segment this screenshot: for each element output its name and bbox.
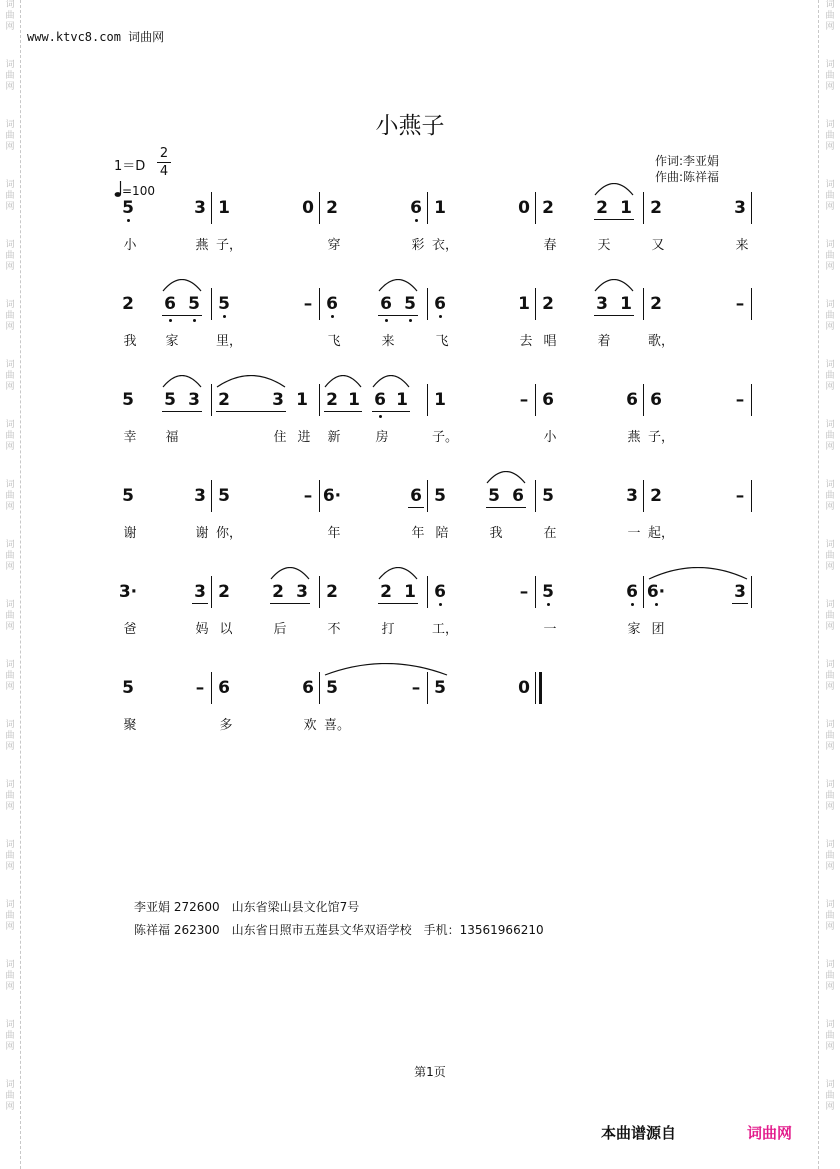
watermark-text: 词 曲 网: [5, 900, 15, 932]
note: 1: [434, 390, 446, 410]
slur: [162, 375, 202, 388]
lyric: 子。: [432, 430, 459, 445]
note: 3·: [118, 582, 138, 602]
lyric: 小: [543, 430, 557, 445]
lyric: 天: [597, 238, 611, 253]
barline: [211, 288, 212, 320]
time-signature-denominator: 4: [159, 164, 169, 179]
lyric: 我: [123, 334, 137, 349]
note: 2: [542, 294, 554, 314]
slur: [324, 375, 362, 388]
barline: [751, 384, 752, 416]
octave-dot-low: [439, 603, 442, 606]
note: 2: [650, 294, 662, 314]
watermark-text: 词 曲 网: [825, 660, 835, 692]
watermark-text: 词 曲 网: [825, 360, 835, 392]
eighth-underline: [216, 411, 286, 412]
note: 6: [434, 294, 446, 314]
barline: [427, 288, 428, 320]
octave-dot-low: [409, 319, 412, 322]
octave-dot-low: [379, 415, 382, 418]
slur: [270, 567, 310, 580]
barline: [643, 384, 644, 416]
barline: [751, 288, 752, 320]
tie: [324, 663, 448, 676]
lyric: 唱: [543, 334, 557, 349]
watermark-text: 词 曲 网: [5, 1020, 15, 1052]
note: 3: [626, 486, 638, 506]
barline: [319, 672, 320, 704]
note: 3: [596, 294, 608, 314]
lyric: 又: [651, 238, 665, 253]
barline: [319, 480, 320, 512]
barline: [643, 288, 644, 320]
lyric: 小: [123, 238, 137, 253]
watermark-text: 词 曲 网: [5, 1080, 15, 1112]
note: 5: [218, 486, 230, 506]
lyric: 爸: [123, 622, 137, 637]
slur: [594, 183, 634, 196]
barline: [319, 288, 320, 320]
slur: [486, 471, 526, 484]
note: 5: [542, 486, 554, 506]
note: 5: [164, 390, 176, 410]
watermark-text: 词 曲 网: [825, 1020, 835, 1052]
barline: [535, 384, 536, 416]
watermark-text: 词 曲 网: [5, 960, 15, 992]
note: 6: [626, 390, 638, 410]
note: 2: [218, 582, 230, 602]
octave-dot-low: [223, 315, 226, 318]
watermark-text: 词 曲 网: [825, 0, 835, 32]
composer-credit: 作曲:陈祥福: [655, 170, 720, 184]
watermark-text: 词 曲 网: [5, 180, 15, 212]
barline: [211, 672, 212, 704]
barline: [211, 576, 212, 608]
barline: [427, 480, 428, 512]
barline: [319, 192, 320, 224]
lyric: 欢: [303, 718, 317, 733]
eighth-underline: [192, 603, 208, 604]
site-url: www.ktvc8.com 词曲网: [27, 30, 165, 44]
note: 2: [650, 486, 662, 506]
watermark-text: 词 曲 网: [825, 240, 835, 272]
note: 6·: [646, 582, 666, 602]
note: 5: [542, 582, 554, 602]
watermark-text: 词 曲 网: [825, 540, 835, 572]
tempo-marking: [114, 180, 155, 198]
note: 2: [326, 390, 338, 410]
key-signature: 1＝D: [114, 159, 146, 174]
lyric: 衣，: [432, 238, 459, 253]
watermark-text: 词 曲 网: [825, 780, 835, 812]
left-border: [20, 0, 21, 1169]
note: 1: [404, 582, 416, 602]
watermark-text: 词 曲 网: [5, 720, 15, 752]
slur: [378, 567, 418, 580]
lyric: 以: [219, 622, 233, 637]
lyric: 谢: [123, 526, 137, 541]
octave-dot-low: [331, 315, 334, 318]
note: 3: [734, 198, 746, 218]
lyric: 在: [543, 526, 557, 541]
note: 1: [348, 390, 360, 410]
slur: [372, 375, 410, 388]
note: –: [735, 294, 745, 314]
note: 2: [272, 582, 284, 602]
lyric: 家: [627, 622, 641, 637]
slur: [648, 567, 748, 580]
watermark-text: 词 曲 网: [825, 960, 835, 992]
author-info-lyricist: 李亚娟 272600 山东省梁山县文化馆7号: [134, 900, 360, 914]
lyric: 喜。: [324, 718, 351, 733]
watermark-text: 词 曲 网: [5, 60, 15, 92]
octave-dot-low: [193, 319, 196, 322]
note: 1: [620, 294, 632, 314]
slur: [594, 279, 634, 292]
octave-dot-low: [547, 603, 550, 606]
song-title: 小燕子: [375, 113, 445, 139]
barline: [643, 576, 644, 608]
barline: [535, 480, 536, 512]
watermark-text: 词 曲 网: [5, 420, 15, 452]
lyric: 陪: [435, 526, 449, 541]
eighth-underline: [732, 603, 748, 604]
note: –: [519, 390, 529, 410]
note: 5: [188, 294, 200, 314]
octave-dot-low: [631, 603, 634, 606]
note: 1: [396, 390, 408, 410]
lyric: 进: [297, 430, 311, 445]
note: 0: [302, 198, 314, 218]
barline: [643, 192, 644, 224]
eighth-underline: [408, 507, 424, 508]
octave-dot-low: [169, 319, 172, 322]
note: –: [195, 678, 205, 698]
author-info-composer: 陈祥福 262300 山东省日照市五莲县文华双语学校 手机：13561966210: [134, 923, 544, 937]
barline: [535, 672, 536, 704]
watermark-text: 词 曲 网: [5, 0, 15, 32]
watermark-text: 词 曲 网: [5, 840, 15, 872]
watermark-text: 词 曲 网: [825, 420, 835, 452]
octave-dot-low: [127, 219, 130, 222]
lyric: 家: [165, 334, 179, 349]
note: 6: [410, 198, 422, 218]
lyric: 新: [327, 430, 341, 445]
lyric: 子，: [648, 430, 675, 445]
note: 6: [164, 294, 176, 314]
lyric: 歌，: [648, 334, 675, 349]
lyric: 来: [735, 238, 749, 253]
note: 1: [296, 390, 308, 410]
watermark-text: 词 曲 网: [825, 720, 835, 752]
note: 2: [380, 582, 392, 602]
lyric: 春: [543, 238, 557, 253]
note: 5: [404, 294, 416, 314]
eighth-underline: [162, 315, 202, 316]
watermark-text: 词 曲 网: [825, 1080, 835, 1112]
barline: [211, 192, 212, 224]
slur: [378, 279, 418, 292]
note: 3: [296, 582, 308, 602]
note: 6·: [322, 486, 342, 506]
slur: [162, 279, 202, 292]
lyric: 聚: [123, 718, 137, 733]
note: 5: [122, 486, 134, 506]
watermark-text: 词 曲 网: [5, 120, 15, 152]
lyric: 谢: [195, 526, 209, 541]
source-label: 本曲谱源自: [601, 1124, 677, 1142]
watermark-text: 词 曲 网: [5, 480, 15, 512]
note: 6: [410, 486, 422, 506]
lyric: 我: [489, 526, 503, 541]
barline: [211, 384, 212, 416]
note: 1: [434, 198, 446, 218]
octave-dot-low: [385, 319, 388, 322]
note: 2: [326, 198, 338, 218]
note: 3: [194, 582, 206, 602]
note: 1: [518, 294, 530, 314]
barline: [427, 192, 428, 224]
lyric: 不: [327, 622, 341, 637]
note: 6: [326, 294, 338, 314]
lyric: 起，: [648, 526, 675, 541]
lyric: 团: [651, 622, 665, 637]
note: 6: [380, 294, 392, 314]
note: 3: [194, 198, 206, 218]
note: 5: [122, 390, 134, 410]
barline: [319, 384, 320, 416]
octave-dot-low: [439, 315, 442, 318]
time-signature: [157, 146, 171, 179]
lyric: 飞: [435, 334, 449, 349]
note: 2: [596, 198, 608, 218]
note: 2: [122, 294, 134, 314]
note: –: [519, 582, 529, 602]
note: 5: [122, 678, 134, 698]
watermark-text: 词 曲 网: [825, 60, 835, 92]
watermark-text: 词 曲 网: [825, 900, 835, 932]
barline: [751, 576, 752, 608]
lyric: 你，: [216, 526, 243, 541]
lyric: 福: [165, 430, 179, 445]
lyric: 一: [543, 622, 557, 637]
lyric: 房: [375, 430, 389, 445]
lyric: 里，: [216, 334, 243, 349]
note: 5: [122, 198, 134, 218]
barline: [319, 576, 320, 608]
note: 3: [194, 486, 206, 506]
note: 5: [218, 294, 230, 314]
right-border: [818, 0, 819, 1169]
lyric: 来: [381, 334, 395, 349]
barline: [427, 384, 428, 416]
eighth-underline: [270, 603, 310, 604]
note: 3: [272, 390, 284, 410]
barline: [751, 480, 752, 512]
watermark-text: 词 曲 网: [825, 600, 835, 632]
quarter-note-icon: [114, 180, 122, 198]
lyric: 穿: [327, 238, 341, 253]
lyric: 年: [411, 526, 425, 541]
barline: [535, 576, 536, 608]
note: 6: [374, 390, 386, 410]
watermark-text: 词 曲 网: [825, 120, 835, 152]
note: 0: [518, 678, 530, 698]
time-signature-numerator: 2: [159, 146, 169, 161]
note: 6: [512, 486, 524, 506]
note: 5: [434, 678, 446, 698]
barline: [211, 480, 212, 512]
note: 3: [734, 582, 746, 602]
octave-dot-low: [655, 603, 658, 606]
note: 6: [626, 582, 638, 602]
note: 6: [650, 390, 662, 410]
eighth-underline: [378, 603, 418, 604]
lyric: 着: [597, 334, 611, 349]
watermark-text: 词 曲 网: [5, 660, 15, 692]
note: –: [411, 678, 421, 698]
watermark-text: 词 曲 网: [5, 540, 15, 572]
watermark-text: 词 曲 网: [5, 300, 15, 332]
lyric: 飞: [327, 334, 341, 349]
note: 5: [488, 486, 500, 506]
lyric: 年: [327, 526, 341, 541]
source-brand: 词曲网: [747, 1124, 793, 1142]
note: 3: [188, 390, 200, 410]
barline: [643, 480, 644, 512]
watermark-text: 词 曲 网: [5, 240, 15, 272]
tempo-value: =100: [122, 184, 155, 198]
note: 6: [302, 678, 314, 698]
note: –: [303, 294, 313, 314]
note: –: [303, 486, 313, 506]
watermark-text: 词 曲 网: [5, 360, 15, 392]
lyric: 一: [627, 526, 641, 541]
lyric: 妈: [195, 622, 209, 637]
note: 2: [218, 390, 230, 410]
lyric: 后: [273, 622, 287, 637]
watermark-column-right: [823, 0, 837, 1140]
barline: [535, 192, 536, 224]
barline: [751, 192, 752, 224]
barline: [427, 672, 428, 704]
note: 6: [542, 390, 554, 410]
lyric: 幸: [123, 430, 137, 445]
lyric: 去: [519, 334, 533, 349]
note: 1: [620, 198, 632, 218]
lyric: 彩: [411, 238, 425, 253]
watermark-text: 词 曲 网: [5, 780, 15, 812]
eighth-underline: [372, 411, 410, 412]
barline: [535, 288, 536, 320]
note: 0: [518, 198, 530, 218]
watermark-text: 词 曲 网: [5, 600, 15, 632]
watermark-text: 词 曲 网: [825, 840, 835, 872]
eighth-underline: [486, 507, 526, 508]
lyric: 住: [273, 430, 287, 445]
page-number: 第1页: [414, 1065, 446, 1079]
watermark-text: 词 曲 网: [825, 480, 835, 512]
note: 2: [542, 198, 554, 218]
note: 2: [326, 582, 338, 602]
note: 2: [650, 198, 662, 218]
lyric: 打: [381, 622, 395, 637]
watermark-text: 词 曲 网: [825, 300, 835, 332]
note: 6: [434, 582, 446, 602]
eighth-underline: [324, 411, 362, 412]
lyric: 子，: [216, 238, 243, 253]
lyricist-credit: 作词:李亚娟: [655, 154, 720, 168]
lyric: 工，: [432, 622, 459, 637]
lyric: 燕: [195, 238, 209, 253]
eighth-underline: [378, 315, 418, 316]
note: 5: [434, 486, 446, 506]
note: 1: [218, 198, 230, 218]
watermark-text: 词 曲 网: [825, 180, 835, 212]
barline: [427, 576, 428, 608]
note: 6: [218, 678, 230, 698]
octave-dot-low: [415, 219, 418, 222]
eighth-underline: [594, 315, 634, 316]
lyric: 燕: [627, 430, 641, 445]
final-barline: [539, 672, 542, 704]
eighth-underline: [594, 219, 634, 220]
eighth-underline: [162, 411, 202, 412]
note: –: [735, 486, 745, 506]
slur: [216, 375, 286, 388]
lyric: 多: [219, 718, 233, 733]
note: 5: [326, 678, 338, 698]
watermark-column-left: [3, 0, 17, 1140]
note: –: [735, 390, 745, 410]
